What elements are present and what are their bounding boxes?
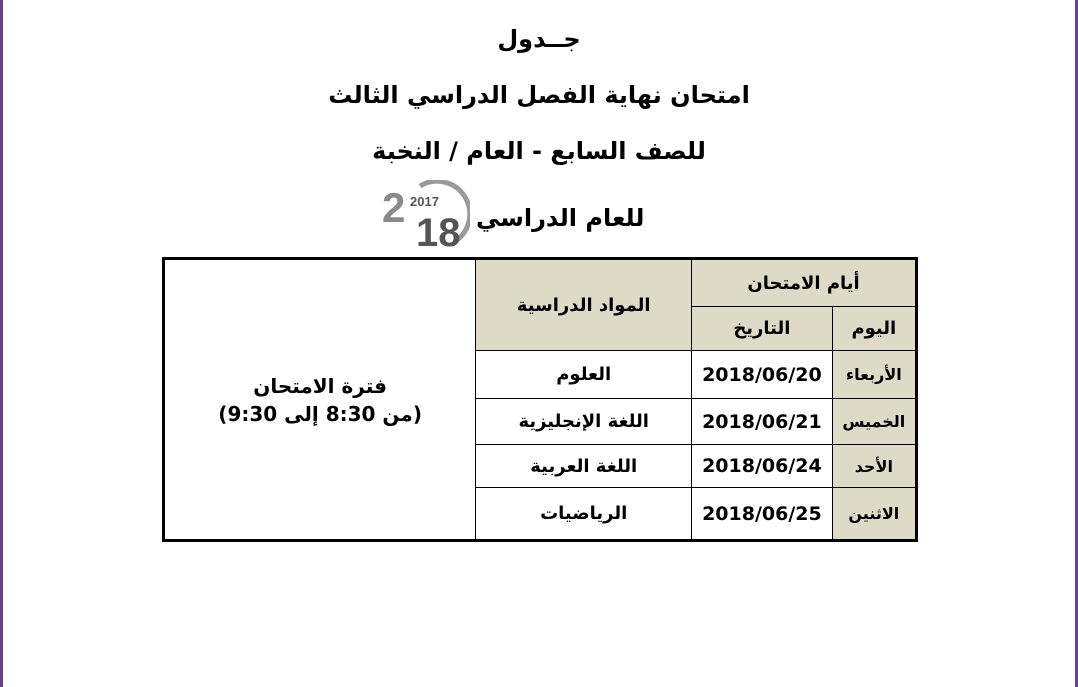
year-logo-big-year: 18 — [416, 211, 461, 250]
title-line-3: للصف السابع - العام / النخبة — [372, 137, 706, 165]
row-subject: اللغة العربية — [476, 445, 692, 488]
row-day: الأحد — [832, 445, 916, 488]
year-logo-small-year: 2017 — [410, 194, 439, 209]
header-day: اليوم — [832, 307, 916, 351]
row-day: الخميس — [832, 399, 916, 445]
row-date: 2018/06/24 — [692, 445, 833, 488]
table-header-row — [164, 259, 917, 307]
title-line-2: امتحان نهاية الفصل الدراسي الثالث — [328, 81, 750, 109]
header-exam-days: أيام الامتحان — [692, 259, 917, 307]
year-logo-big-digit: 2 — [382, 184, 406, 231]
row-date: 2018/06/20 — [692, 351, 833, 399]
exam-period-cell — [164, 259, 476, 541]
row-subject: الرياضيات — [476, 488, 692, 541]
header-date: التاريخ — [692, 307, 833, 351]
header-subjects: المواد الدراسية — [476, 259, 692, 351]
row-subject: اللغة الإنجليزية — [476, 399, 692, 445]
exam-schedule-table — [162, 257, 918, 542]
row-day: الاثنين — [832, 488, 916, 541]
row-date: 2018/06/25 — [692, 488, 833, 541]
year-logo — [380, 180, 470, 250]
exam-period-time: (من 8:30 إلى 9:30) — [218, 401, 422, 426]
academic-year-label: للعام الدراسي — [476, 204, 645, 232]
academic-year-row — [380, 180, 700, 250]
title-line-1: جــدول — [497, 25, 581, 53]
row-subject: العلوم — [476, 351, 692, 399]
row-day: الأربعاء — [832, 351, 916, 399]
row-date: 2018/06/21 — [692, 399, 833, 445]
exam-period-label: فترة الامتحان — [253, 373, 388, 398]
